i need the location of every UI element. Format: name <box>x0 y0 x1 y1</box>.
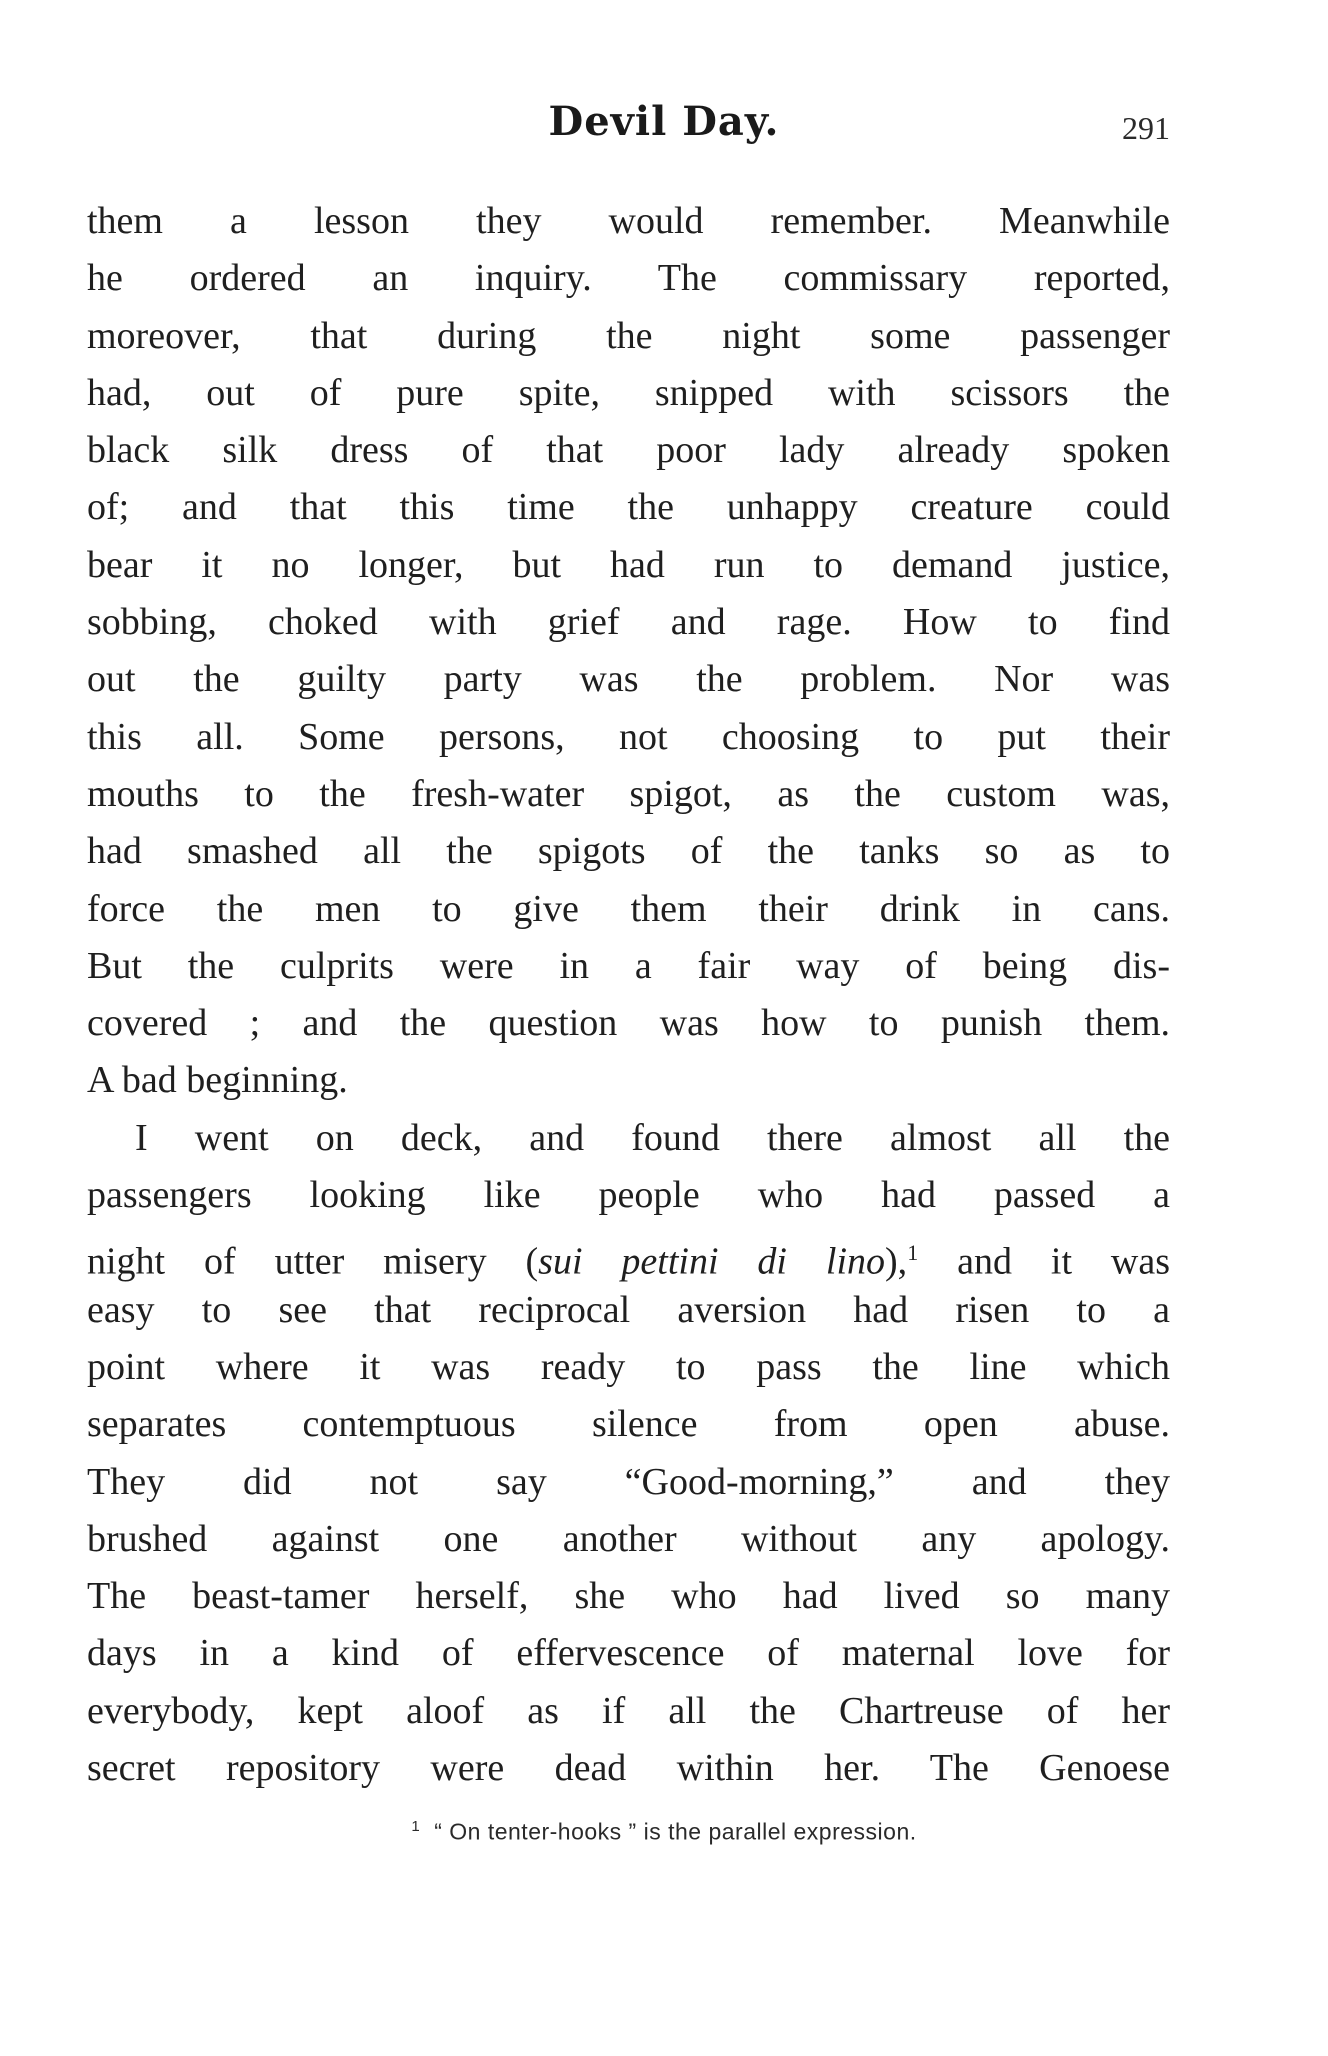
footnote <box>0 1818 1328 1846</box>
text-line: moreover, that during the night some passenger <box>87 314 1170 357</box>
text-line: out the guilty party was the problem. Nor was <box>87 658 1170 701</box>
paragraph-end-line: A bad beginning. <box>87 1059 348 1102</box>
text-line: separates contemptuous silence from open abuse. <box>87 1403 1170 1446</box>
text-line: sobbing, choked with grief and rage. How to find <box>87 601 1170 644</box>
text-line: passengers looking like people who had passed a <box>87 1174 1170 1217</box>
text-line: days in a kind of effervescence of maternal love for <box>87 1632 1170 1675</box>
text-line-with-footnote-ref <box>87 1224 1170 1281</box>
text-line: he ordered an inquiry. The commissary reported, <box>87 257 1170 300</box>
text-line: bear it no longer, but had run to demand justice, <box>87 543 1170 586</box>
footnote-marker: 1 <box>411 1818 421 1835</box>
text-line: covered ; and the question was how to punish them. <box>87 1002 1170 1045</box>
text-line: The beast-tamer herself, she who had lived so many <box>87 1575 1170 1618</box>
text-line: them a lesson they would remember. Meanwhile <box>87 200 1170 242</box>
text-line: of; and that this time the unhappy creature could <box>87 486 1170 529</box>
line-segment: and it was <box>918 1241 1171 1283</box>
italic-phrase: sui pettini di lino <box>538 1241 886 1283</box>
text-line: point where it was ready to pass the line which <box>87 1345 1170 1388</box>
footnote-text: “ On tenter-hooks ” is the parallel expression. <box>434 1818 917 1845</box>
text-line: brushed against one another without any apology. <box>87 1517 1170 1560</box>
text-line: had smashed all the spigots of the tanks so as to <box>87 830 1170 873</box>
text-line: this all. Some persons, not choosing to put their <box>87 715 1170 758</box>
text-line: easy to see that reciprocal aversion had risen to a <box>87 1288 1170 1331</box>
page-number: 291 <box>1122 110 1170 146</box>
paragraph-start-line: I went on deck, and found there almost all the <box>135 1116 1170 1159</box>
line-segment: ), <box>885 1241 908 1283</box>
text-line: They did not say “Good-morning,” and they <box>87 1460 1170 1503</box>
running-title: Devil Day. <box>548 98 780 145</box>
text-line: force the men to give them their drink in cans. <box>87 887 1170 930</box>
footnote-reference: 1 <box>907 1240 919 1266</box>
text-line: secret repository were dead within her. The Genoese <box>87 1747 1170 1790</box>
body-text <box>87 193 1170 1797</box>
line-segment: night of utter misery ( <box>87 1241 539 1283</box>
text-line: black silk dress of that poor lady already spoken <box>87 429 1170 472</box>
running-head <box>0 92 1328 152</box>
text-line: But the culprits were in a fair way of being dis- <box>87 944 1170 987</box>
text-line: mouths to the fresh-water spigot, as the custom was, <box>87 772 1170 815</box>
text-line: had, out of pure spite, snipped with scissors the <box>87 371 1170 414</box>
text-line: everybody, kept aloof as if all the Chartreuse of her <box>87 1689 1170 1732</box>
